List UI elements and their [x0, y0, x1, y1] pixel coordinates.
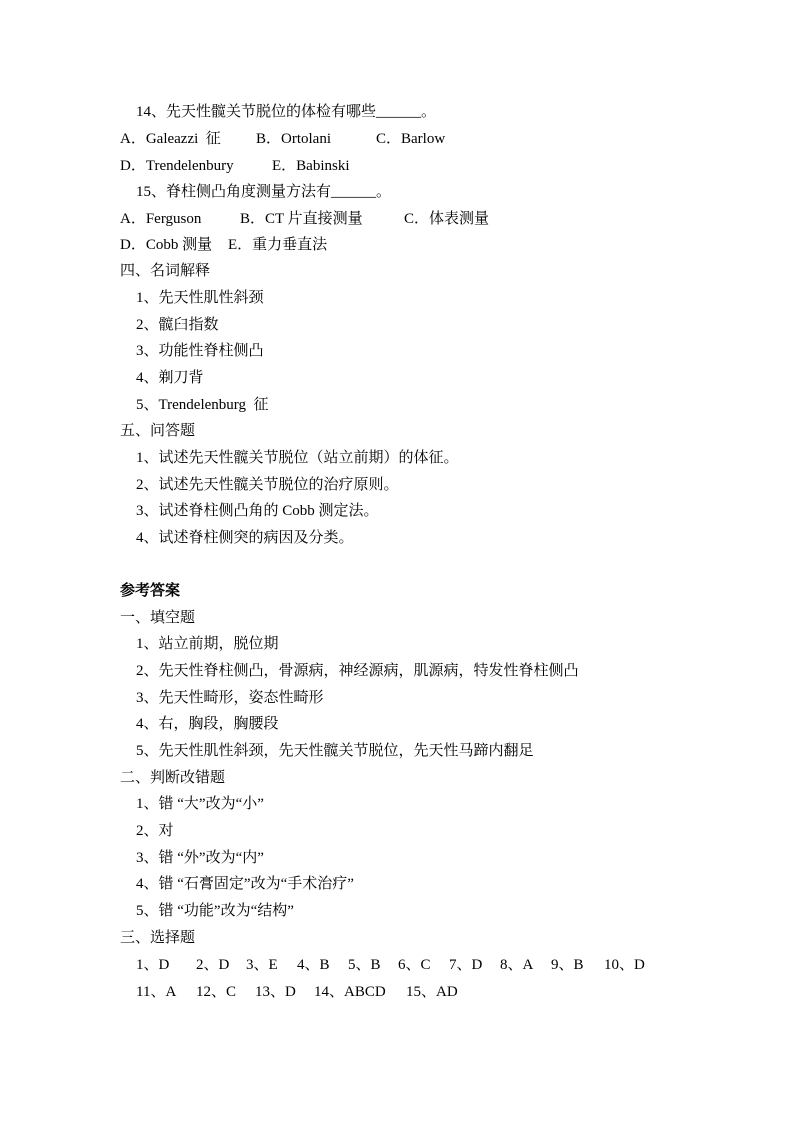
- answers-fill-item: 3、先天性畸形，姿态性畸形: [136, 690, 324, 706]
- question-14-option-a: A．Galeazzi 征: [120, 131, 221, 147]
- question-15-option-c: C．体表测量: [404, 211, 490, 227]
- answers-judge-title: 二、判断改错题: [120, 770, 226, 786]
- answers-choice-title: 三、选择题: [120, 930, 196, 946]
- choice-answer: 8、A: [500, 957, 534, 973]
- section-4-item: 2、髋臼指数: [136, 317, 219, 333]
- section-4-item: 1、先天性肌性斜颈: [136, 290, 264, 306]
- section-5-title: 五、问答题: [120, 423, 196, 439]
- question-15-options-row2: [0, 235, 794, 255]
- answers-choice-row-2: [0, 982, 794, 1002]
- choice-answer: 10、D: [604, 957, 645, 973]
- answers-judge-item: 3、错 “外”改为“内”: [136, 850, 264, 866]
- section-4-title: 四、名词解释: [120, 263, 211, 279]
- question-14-stem: 14、先天性髋关节脱位的体检有哪些______。: [136, 104, 437, 120]
- answers-judge-item: 2、对: [136, 823, 174, 839]
- question-15-options-row1: [0, 209, 794, 229]
- choice-answer: 13、D: [255, 984, 296, 1000]
- choice-answer: 9、B: [551, 957, 584, 973]
- question-15-option-d: D．Cobb 测量: [120, 237, 213, 253]
- question-14-option-e: E．Babinski: [272, 158, 350, 174]
- choice-answer: 1、D: [136, 957, 170, 973]
- section-5-item: 3、试述脊柱侧凸角的 Cobb 测定法。: [136, 503, 379, 519]
- question-15-option-e: E．重力垂直法: [228, 237, 328, 253]
- question-15-option-b: B．CT 片直接测量: [240, 211, 363, 227]
- answers-judge-item: 4、错 “石膏固定”改为“手术治疗”: [136, 876, 354, 892]
- answers-judge-item: 5、错 “功能”改为“结构”: [136, 903, 294, 919]
- question-14-options-row1: [0, 129, 794, 149]
- choice-answer: 7、D: [449, 957, 483, 973]
- section-4-item: 5、Trendelenburg 征: [136, 397, 269, 413]
- answers-fill-item: 5、先天性肌性斜颈，先天性髋关节脱位，先天性马蹄内翻足: [136, 743, 534, 759]
- section-5-item: 2、试述先天性髋关节脱位的治疗原则。: [136, 477, 399, 493]
- question-14-option-c: C．Barlow: [376, 131, 446, 147]
- answers-fill-item: 1、站立前期，脱位期: [136, 636, 279, 652]
- choice-answer: 15、AD: [406, 984, 458, 1000]
- choice-answer: 14、ABCD: [314, 984, 386, 1000]
- choice-answer: 3、E: [246, 957, 278, 973]
- choice-answer: 2、D: [196, 957, 230, 973]
- choice-answer: 5、B: [348, 957, 381, 973]
- question-15-stem: 15、脊柱侧凸角度测量方法有______。: [136, 184, 392, 200]
- answers-choice-row-1: [0, 955, 794, 975]
- section-5-item: 1、试述先天性髋关节脱位（站立前期）的体征。: [136, 450, 459, 466]
- answers-fill-title: 一、填空题: [120, 610, 196, 626]
- answers-fill-item: 2、先天性脊柱侧凸，骨源病，神经源病，肌源病，特发性脊柱侧凸: [136, 663, 579, 679]
- section-4-item: 4、剃刀背: [136, 370, 204, 386]
- section-5-item: 4、试述脊柱侧突的病因及分类。: [136, 530, 354, 546]
- choice-answer: 6、C: [398, 957, 431, 973]
- choice-answer: 12、C: [196, 984, 237, 1000]
- question-15-option-a: A．Ferguson: [120, 211, 202, 227]
- answers-fill-item: 4、右，胸段，胸腰段: [136, 716, 279, 732]
- question-14-option-b: B．Ortolani: [256, 131, 331, 147]
- choice-answer: 11、A: [136, 984, 177, 1000]
- answers-judge-item: 1、错 “大”改为“小”: [136, 796, 264, 812]
- question-14-options-row2: [0, 156, 794, 176]
- answers-title: 参考答案: [120, 583, 181, 599]
- choice-answer: 4、B: [297, 957, 330, 973]
- section-4-item: 3、功能性脊柱侧凸: [136, 343, 264, 359]
- question-14-option-d: D．Trendelenbury: [120, 158, 234, 174]
